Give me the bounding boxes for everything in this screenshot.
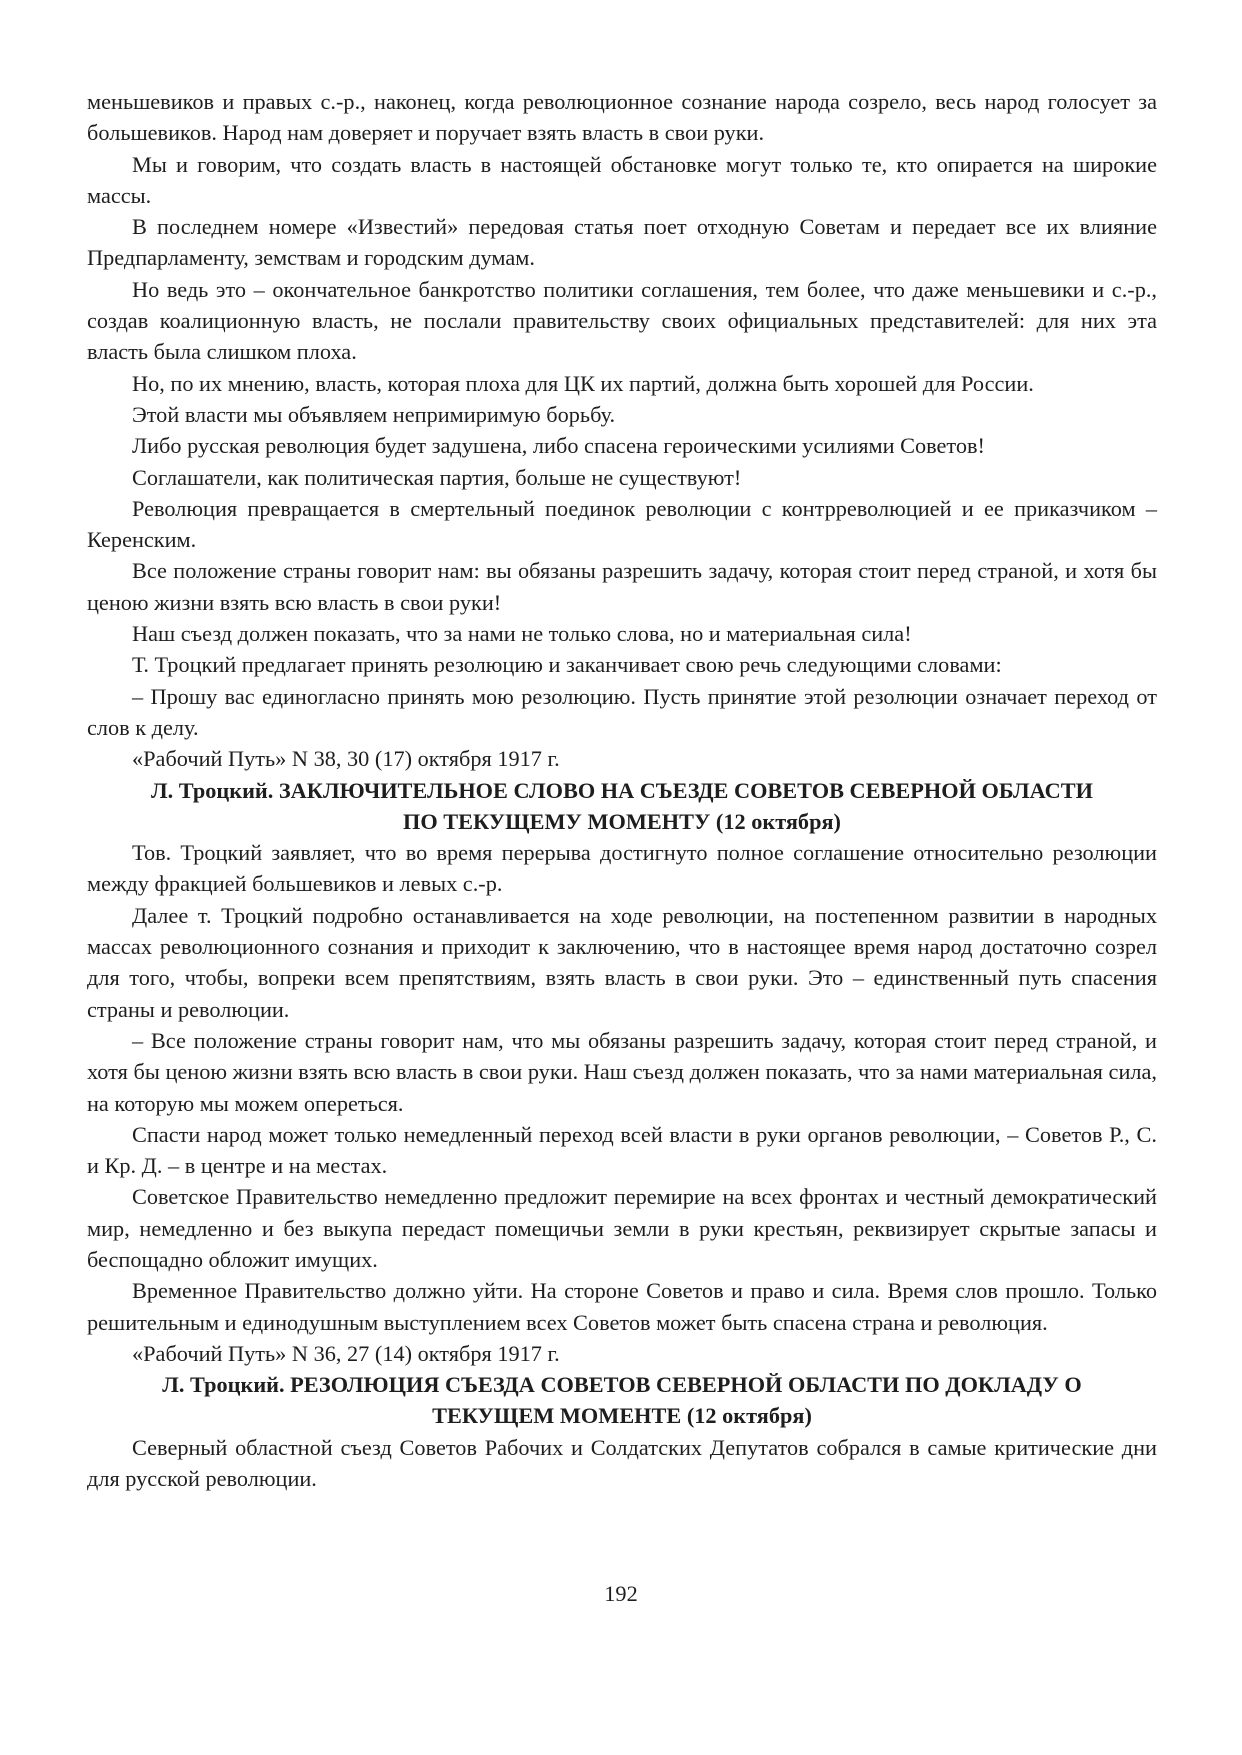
paragraph: Но, по их мнению, власть, которая плоха для ЦК их партий, должна быть хорошей для России.	[132, 370, 1034, 396]
paragraph: – Все положение страны говорит нам, что мы обязаны разрешить задачу, которая стоит перед страной, и хотя бы ценою жизни взять всю власть в свои руки. Наш съезд должен показать, что за нами материальная сила, на которую мы можем опереться.	[87, 1027, 1157, 1116]
paragraph: Либо русская революция будет задушена, либо спасена героическими усилиями Советов!	[132, 433, 985, 459]
paragraph: Далее т. Троцкий подробно останавливается на ходе революции, на постепенном развитии в народных массах революционного сознания и приходит к заключению, что в настоящее время народ достаточно созрел для того, чтобы, вопреки всем препятствиям, взять власть в свои руки. Это – единственный путь спасения страны и революции.	[87, 902, 1157, 1022]
section-heading: Л. Троцкий. РЕЗОЛЮЦИЯ СЪЕЗДА СОВЕТОВ СЕВЕРНОЙ ОБЛАСТИ ПО ДОКЛАДУ О ТЕКУЩЕМ МОМЕНТЕ (12 октября)	[162, 1372, 1082, 1429]
source-citation: «Рабочий Путь» N 38, 30 (17) октября 1917 г.	[132, 746, 560, 772]
document-page	[87, 86, 1157, 1494]
paragraph: Мы и говорим, что создать власть в настоящей обстановке могут только те, кто опирается на широкие массы.	[87, 151, 1157, 208]
page-number: 192	[604, 1581, 638, 1606]
paragraph: Но ведь это – окончательное банкротство политики соглашения, тем более, что даже меньшевики и с.-р., создав коалиционную власть, не послали правительству своих официальных представителей: для них эта власть была слишком плоха.	[87, 276, 1157, 365]
paragraph: – Прошу вас единогласно принять мою резолюцию. Пусть принятие этой резолюции означает переход от слов к делу.	[87, 683, 1157, 740]
paragraph: В последнем номере «Известий» передовая статья поет отходную Советам и передает все их влияние Предпарламенту, земствам и городским думам.	[87, 214, 1157, 271]
paragraph: Наш съезд должен показать, что за нами не только слова, но и материальная сила!	[132, 621, 912, 647]
paragraph: меньшевиков и правых с.-р., наконец, когда революционное сознание народа созрело, весь народ голосует за большевиков. Народ нам доверяет и поручает взять власть в свои руки.	[87, 89, 1157, 146]
paragraph: Тов. Троцкий заявляет, что во время перерыва достигнуто полное соглашение относительно резолюции между фракцией большевиков и левых с.-р.	[87, 840, 1157, 897]
paragraph: Советское Правительство немедленно предложит перемирие на всех фронтах и честный демократический мир, немедленно и без выкупа передаст помещичьи земли в руки крестьян, реквизирует скрытые запасы и беспощадно обложит имущих.	[87, 1184, 1157, 1272]
source-citation: «Рабочий Путь» N 36, 27 (14) октября 1917 г.	[132, 1340, 560, 1366]
paragraph: Северный областной съезд Советов Рабочих и Солдатских Депутатов собрался в самые критические дни для русской революции.	[87, 1434, 1157, 1492]
paragraph: Соглашатели, как политическая партия, больше не существуют!	[132, 464, 742, 490]
paragraph: Этой власти мы объявляем непримиримую борьбу.	[132, 401, 616, 427]
paragraph: Революция превращается в смертельный поединок революции с контрреволюцией и ее приказчиком – Керенским.	[87, 495, 1157, 553]
paragraph: Т. Троцкий предлагает принять резолюцию и заканчивает свою речь следующими словами:	[132, 652, 1002, 678]
paragraph: Спасти народ может только немедленный переход всей власти в руки органов революции, – Советов Р., С. и Кр. Д. – в центре и на местах.	[87, 1121, 1157, 1179]
section-heading: Л. Троцкий. ЗАКЛЮЧИТЕЛЬНОЕ СЛОВО НА СЪЕЗДЕ СОВЕТОВ СЕВЕРНОЙ ОБЛАСТИ ПО ТЕКУЩЕМУ МОМЕНТУ (12 октября)	[151, 777, 1093, 834]
paragraph: Все положение страны говорит нам: вы обязаны разрешить задачу, которая стоит перед страной, и хотя бы ценою жизни взять всю власть в свои руки!	[87, 558, 1157, 615]
paragraph: Временное Правительство должно уйти. На стороне Советов и право и сила. Время слов прошло. Только решительным и единодушным выступлением всех Советов может быть спасена страна и революция.	[87, 1278, 1157, 1335]
